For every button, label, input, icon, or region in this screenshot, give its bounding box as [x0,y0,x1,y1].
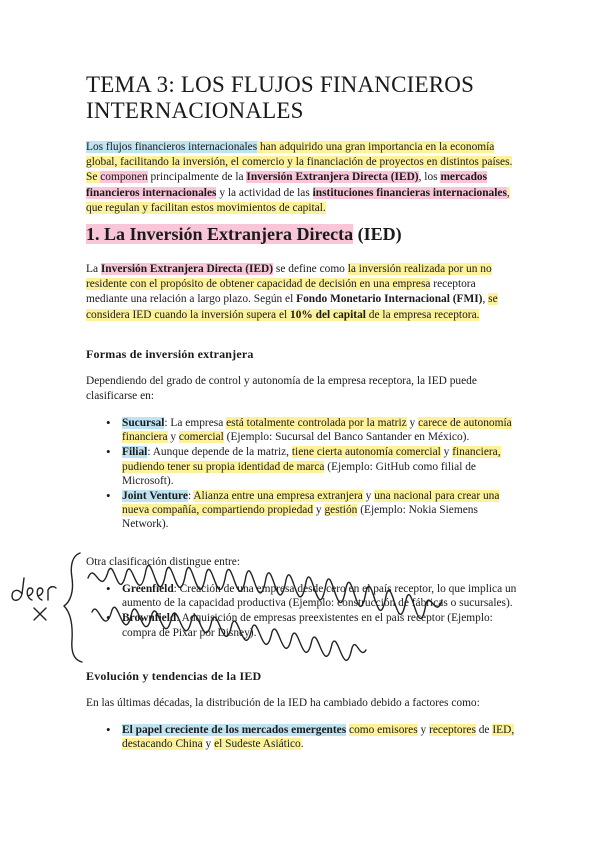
item-text: : Aunque depende de la matriz, [147,446,292,459]
item-text: receptores [429,724,476,736]
evolucion-heading: Evolución y tendencias de la IED [86,669,262,683]
item-text: Alianza entre una empresa extranjera [193,490,363,503]
item-text: y [440,446,453,459]
item-text: : [187,490,194,503]
item-text: y [202,738,215,751]
item-label: Filial [122,446,148,459]
item-text: como emisores [349,724,418,736]
list-item [104,416,518,444]
item-label: Greenfield [122,583,174,595]
item-text: : Adquisición de empresas preexistentes en el país receptor (Ejemplo: compra de Pixar por Disney). [122,612,493,639]
intro-text: Los flujos financieros internacionales [86,141,258,153]
formas-intro: Dependiendo del grado de control y autonomía de la empresa receptora, la IED puede clasificarse en: [86,375,477,403]
evolucion-list [104,723,518,752]
ied-text: la inversión realizada por un no residente con el propósito de obtener capacidad de decisión en una empresa [86,263,492,291]
handwriting-x-mark [34,608,46,620]
item-text: . [300,738,304,751]
item-text: (Ejemplo: Nokia Siemens Network). [122,504,478,531]
item-label: Brownfield [122,612,177,625]
list-item [104,582,518,610]
item-text: está totalmente controlada por la matriz [226,417,407,429]
list-item [104,611,518,639]
evolucion-intro: En las últimas décadas, la distribución de la IED ha cambiado debido a factores como: [86,697,480,709]
list-item [104,723,518,751]
intro-paragraph [86,140,516,216]
item-text: y [167,431,179,444]
intro-text: componen [100,171,148,184]
item-text: y [417,724,430,736]
item-text: : Creación de una empresa desde cero en el país receptor, lo que implica un aumento de la capacidad productiva (Ejemplo: construcción de fábricas o sucursales). [122,583,517,610]
list-item [104,489,518,532]
ied-definition-paragraph [86,262,516,323]
item-text: carece de autonomía financiera [122,417,512,444]
ied-text: se define como [273,263,348,275]
item-text: de [475,724,493,736]
page-title: TEMA 3: LOS FLUJOS FINANCIEROS INTERNACIONALES [86,72,475,123]
intro-text: han adquirido una gran importancia en la economía global, facilitando la inversión, el comercio y la financiación de proyectos en distintos países. Se [86,141,513,184]
ied-text: se considera IED cuando la inversión supera el [86,293,498,321]
item-label: Sucursal [122,417,165,429]
item-text: (Ejemplo: GitHub como filial de Microsoft). [122,460,476,487]
formas-list [104,416,518,533]
intro-text: instituciones financieras internacionales [312,186,507,199]
item-text: : La empresa [164,417,227,429]
ied-text: de la empresa receptora. [365,308,480,321]
item-text: financiera, pudiendo tener su propia identidad de marca [122,446,501,473]
intro-text: mercados financieros internacionales [86,171,488,199]
ied-text: La [86,263,101,275]
item-text: comercial [178,431,224,444]
item-text: tiene cierta autonomía comercial [291,446,441,459]
intro-text: Inversión Extranjera Directa (IED) [246,171,419,184]
formas-heading: Formas de inversión extranjera [86,347,254,361]
intro-text: , que regulan y facilitan estos movimientos de capital. [86,186,510,214]
item-text: (Ejemplo: Sucursal del Banco Santander en México). [223,431,470,444]
intro-text: y la actividad de las [216,186,313,199]
item-label: El papel creciente de los mercados emergentes [122,724,347,736]
ied-text: , [482,293,489,306]
intro-text: , los [418,171,441,184]
ied-text: receptora mediante una relación a largo plazo. Según el [86,278,476,306]
item-text: el Sudeste Asiático [214,738,301,751]
item-text: y [406,417,419,429]
item-text: IED, destacando China [122,724,515,751]
item-text: gestión [324,504,358,517]
item-text: y [313,504,325,517]
other-classification-intro: Otra clasificación distingue entre: [86,556,241,568]
other-classification-list [104,582,518,641]
ied-text: 10% del capital [290,308,366,321]
section-heading-main: 1. La Inversión Extranjera Directa [86,224,354,244]
ied-text: Fondo Monetario Internacional (FMI) [296,293,483,306]
curly-brace-annotation [64,553,82,662]
ied-text: Inversión Extranjera Directa (IED) [100,263,274,275]
item-text: y [362,490,375,503]
item-text: una nacional para crear una nueva compañía, compartiendo propiedad [122,490,500,517]
section-heading-tail: (IED) [353,224,402,244]
list-item [104,445,518,488]
intro-text: principalmente de la [147,171,247,184]
handwriting-deer [12,578,56,600]
item-label: Joint Venture [122,490,188,503]
section-heading [86,224,402,245]
